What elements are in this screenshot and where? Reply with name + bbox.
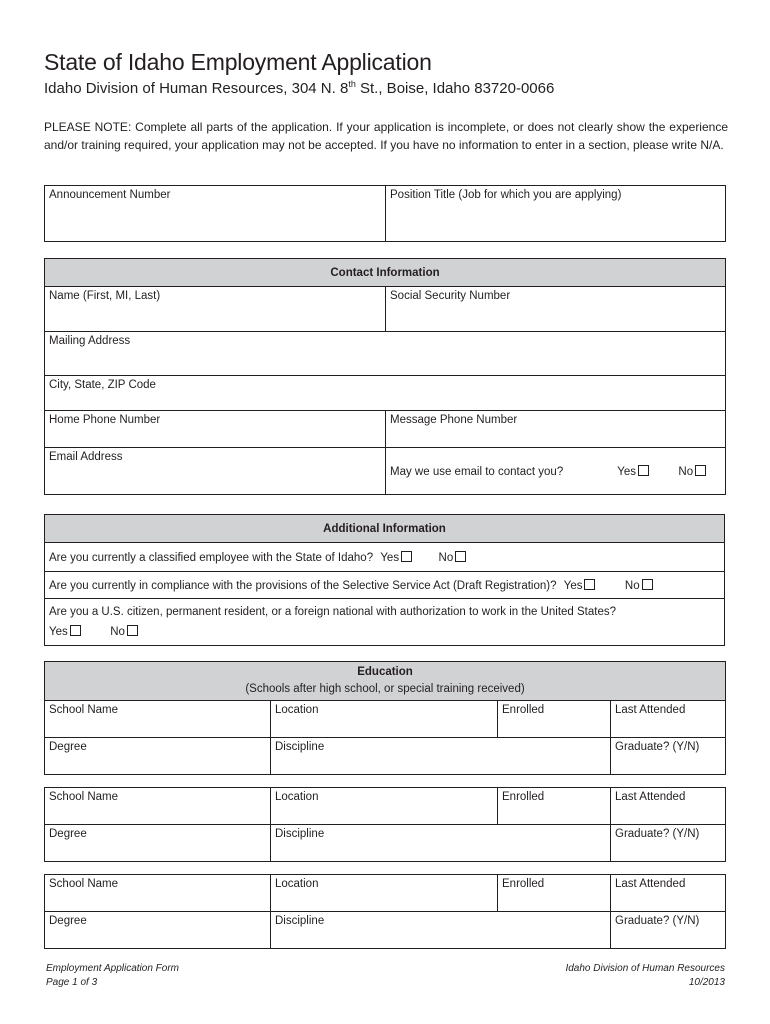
- announcement-number-field[interactable]: Announcement Number: [45, 186, 386, 242]
- degree-field[interactable]: Degree: [45, 738, 271, 775]
- education-heading: Education (Schools after high school, or special training received): [45, 662, 726, 701]
- selective-no-option[interactable]: No: [625, 579, 653, 592]
- name-field[interactable]: Name (First, MI, Last): [45, 287, 386, 332]
- graduate-field[interactable]: Graduate? (Y/N): [611, 825, 726, 862]
- footer-right: [565, 962, 725, 990]
- discipline-field[interactable]: Discipline: [271, 738, 611, 775]
- citizenship-question: Are you a U.S. citizen, permanent resident, or a foreign national with authorization to work in the United States? Yes No: [45, 599, 725, 646]
- classified-employee-question: Are you currently a classified employee with the State of Idaho? Yes No: [45, 543, 725, 572]
- location-field[interactable]: Location: [271, 788, 498, 825]
- location-field[interactable]: Location: [271, 875, 498, 912]
- form-name: Employment Application Form: [46, 963, 180, 974]
- footer-left: [46, 962, 179, 990]
- citizenship-no-option[interactable]: No: [110, 622, 138, 642]
- location-field[interactable]: Location: [271, 701, 498, 738]
- degree-field[interactable]: Degree: [45, 912, 271, 949]
- last-attended-field[interactable]: Last Attended: [611, 788, 726, 825]
- checkbox-icon[interactable]: [584, 579, 595, 590]
- contact-information-table: [44, 258, 726, 495]
- citizenship-yes-option[interactable]: Yes: [49, 622, 107, 642]
- form-date: 10/2013: [688, 977, 725, 988]
- message-phone-field[interactable]: Message Phone Number: [386, 411, 726, 448]
- discipline-field[interactable]: Discipline: [271, 912, 611, 949]
- education-table: [44, 874, 726, 949]
- school-name-field[interactable]: School Name: [45, 875, 271, 912]
- checkbox-icon[interactable]: [638, 465, 649, 476]
- mailing-address-field[interactable]: Mailing Address: [45, 332, 726, 376]
- classified-yes-option[interactable]: Yes: [380, 551, 435, 564]
- email-no-option[interactable]: No: [678, 465, 706, 478]
- checkbox-icon[interactable]: [401, 551, 412, 562]
- selective-service-question: Are you currently in compliance with the provisions of the Selective Service Act (Draft Registration)? Yes No: [45, 572, 725, 599]
- please-note: PLEASE NOTE: Complete all parts of the application. If your application is incomplete, or does not clearly show the experience and/or training required, your application may not be accepted. If you have no information to enter in a section, please write N/A.: [44, 120, 728, 152]
- education-table: [44, 661, 726, 775]
- checkbox-icon[interactable]: [127, 625, 138, 636]
- graduate-field[interactable]: Graduate? (Y/N): [611, 912, 726, 949]
- position-table: [44, 185, 726, 242]
- ssn-field[interactable]: Social Security Number: [386, 287, 726, 332]
- checkbox-icon[interactable]: [455, 551, 466, 562]
- enrolled-field[interactable]: Enrolled: [498, 875, 611, 912]
- classified-no-option[interactable]: No: [439, 551, 467, 564]
- page-title: State of Idaho Employment Application: [44, 49, 432, 75]
- graduate-field[interactable]: Graduate? (Y/N): [611, 738, 726, 775]
- checkbox-icon[interactable]: [642, 579, 653, 590]
- email-field[interactable]: Email Address: [45, 448, 386, 495]
- position-title-field[interactable]: Position Title (Job for which you are applying): [386, 186, 726, 242]
- last-attended-field[interactable]: Last Attended: [611, 701, 726, 738]
- home-phone-field[interactable]: Home Phone Number: [45, 411, 386, 448]
- enrolled-field[interactable]: Enrolled: [498, 788, 611, 825]
- footer-agency: Idaho Division of Human Resources: [565, 963, 725, 974]
- school-name-field[interactable]: School Name: [45, 701, 271, 738]
- email-yes-option[interactable]: Yes: [617, 465, 675, 478]
- checkbox-icon[interactable]: [70, 625, 81, 636]
- school-name-field[interactable]: School Name: [45, 788, 271, 825]
- last-attended-field[interactable]: Last Attended: [611, 875, 726, 912]
- discipline-field[interactable]: Discipline: [271, 825, 611, 862]
- additional-heading: Additional Information: [45, 515, 725, 543]
- selective-yes-option[interactable]: Yes: [564, 579, 622, 592]
- contact-heading: Contact Information: [45, 259, 726, 287]
- checkbox-icon[interactable]: [695, 465, 706, 476]
- city-state-zip-field[interactable]: City, State, ZIP Code: [45, 376, 726, 411]
- additional-information-table: [44, 514, 725, 646]
- page-number: Page 1 of 3: [46, 977, 98, 988]
- email-contact-question: May we use email to contact you? Yes No: [386, 448, 726, 495]
- education-table: [44, 787, 726, 862]
- degree-field[interactable]: Degree: [45, 825, 271, 862]
- enrolled-field[interactable]: Enrolled: [498, 701, 611, 738]
- agency-address: Idaho Division of Human Resources, 304 N. 8th St., Boise, Idaho 83720-0066: [44, 79, 555, 97]
